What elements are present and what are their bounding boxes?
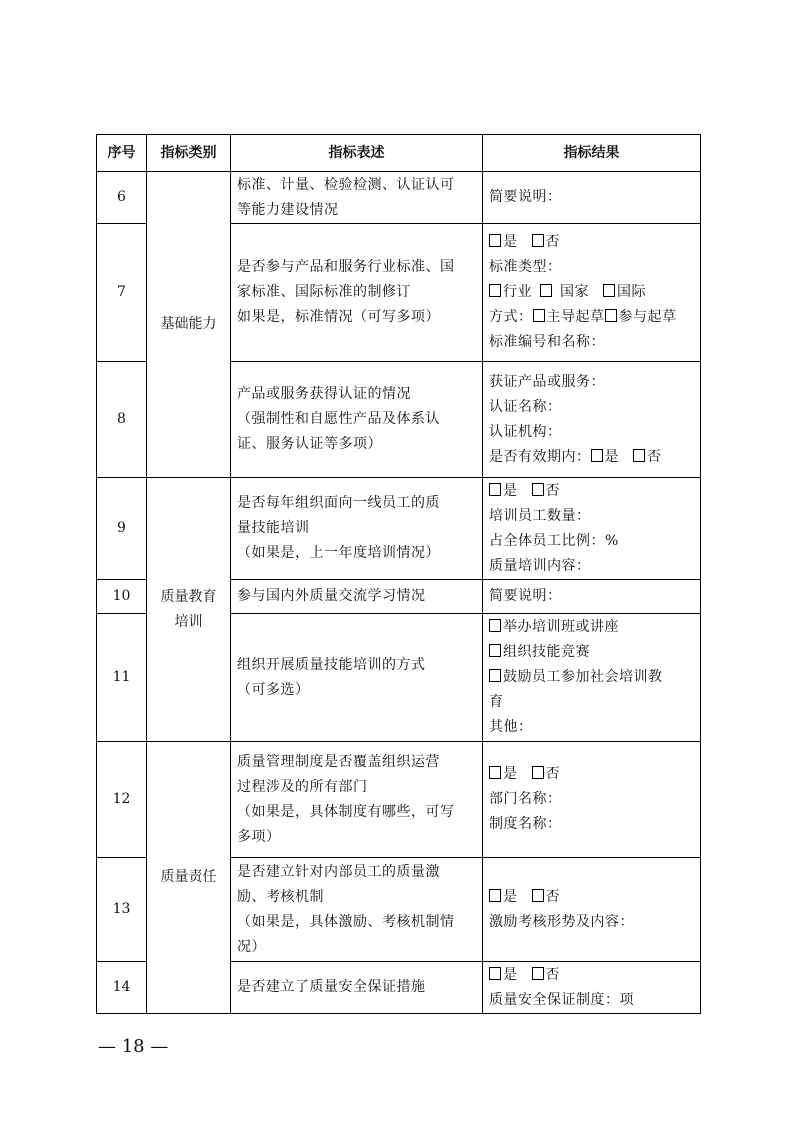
desc-line: 多项） bbox=[237, 828, 281, 845]
desc-line: （如果是，上一年度培训情况） bbox=[237, 545, 440, 561]
yes-label: 是 bbox=[503, 888, 518, 905]
mode-line bbox=[489, 305, 694, 330]
no-label: 否 bbox=[545, 888, 560, 905]
no-label: 否 bbox=[545, 766, 560, 782]
standard-options-line bbox=[489, 280, 694, 305]
row-number: 9 bbox=[97, 478, 147, 580]
result-line: 激励考核形势及内容： bbox=[489, 913, 634, 930]
desc-cell bbox=[231, 224, 483, 362]
desc-line: 是否建立针对内部员工的质量激 bbox=[237, 863, 440, 880]
checkbox-lead-draft[interactable] bbox=[533, 309, 545, 322]
result-line: 其他： bbox=[489, 719, 533, 735]
category-label: 培训 bbox=[174, 613, 203, 630]
checkbox-participate-draft[interactable] bbox=[605, 309, 617, 322]
checkbox-social-training[interactable] bbox=[489, 669, 501, 682]
result-cell bbox=[483, 858, 701, 962]
yes-no-line bbox=[489, 479, 694, 504]
option-line bbox=[489, 665, 694, 690]
checkbox-national[interactable] bbox=[540, 284, 552, 297]
result-line: 质量培训内容： bbox=[489, 557, 591, 574]
no-label: 否 bbox=[545, 966, 560, 983]
table-row bbox=[97, 742, 701, 858]
desc-line: 过程涉及的所有部门 bbox=[237, 778, 368, 795]
desc-line: 等能力建设情况 bbox=[237, 201, 339, 218]
desc-line: （强制性和自愿性产品及体系认 bbox=[237, 411, 440, 427]
category-label: 质量责任 bbox=[160, 869, 217, 885]
header-desc: 指标表述 bbox=[231, 135, 483, 172]
desc-cell bbox=[231, 858, 483, 962]
desc-line: 如果是，标准情况（可写多项） bbox=[237, 309, 440, 325]
yes-label: 是 bbox=[604, 448, 619, 465]
mode-label: 方式： bbox=[489, 309, 533, 325]
yes-no-line bbox=[489, 885, 694, 910]
checkbox-no[interactable] bbox=[532, 483, 544, 496]
option-line bbox=[489, 640, 694, 665]
result-line: 标准类型： bbox=[489, 259, 562, 275]
desc-cell bbox=[231, 614, 483, 742]
checkbox-no[interactable] bbox=[532, 766, 544, 779]
desc-line: 参与国内外质量交流学习情况 bbox=[237, 588, 426, 604]
desc-cell bbox=[231, 478, 483, 580]
valid-line bbox=[489, 445, 694, 470]
row-number: 10 bbox=[97, 580, 147, 614]
checkbox-training-class[interactable] bbox=[489, 619, 501, 632]
valid-label: 是否有效期内： bbox=[489, 448, 591, 465]
checkbox-yes[interactable] bbox=[489, 967, 501, 980]
category-label: 质量教育 bbox=[160, 588, 217, 605]
skill-contest-label: 组织技能竞赛 bbox=[503, 644, 590, 660]
international-label: 国际 bbox=[617, 284, 646, 300]
checkbox-yes[interactable] bbox=[489, 483, 501, 496]
result-cell bbox=[483, 224, 701, 362]
no-label: 否 bbox=[647, 448, 662, 465]
category-cell bbox=[147, 172, 231, 478]
desc-cell bbox=[231, 362, 483, 478]
result-cell bbox=[483, 614, 701, 742]
desc-line: 质量管理制度是否覆盖组织运营 bbox=[237, 753, 440, 770]
desc-cell bbox=[231, 742, 483, 858]
page-number: — 18 — bbox=[98, 1036, 169, 1057]
header-category: 指标类别 bbox=[147, 135, 231, 172]
result-cell bbox=[483, 362, 701, 478]
yes-label: 是 bbox=[503, 966, 518, 983]
result-cell bbox=[483, 742, 701, 858]
result-line: 获证产品或服务： bbox=[489, 373, 605, 390]
yes-no-line bbox=[489, 230, 694, 255]
checkbox-skill-contest[interactable] bbox=[489, 644, 501, 657]
result-line: 简要说明： bbox=[489, 189, 562, 205]
desc-line: 组织开展质量技能培训的方式 bbox=[237, 656, 426, 673]
checkbox-yes[interactable] bbox=[591, 449, 603, 462]
desc-line: 是否参与产品和服务行业标准、国 bbox=[237, 259, 455, 275]
result-cell bbox=[483, 580, 701, 614]
result-line: 质量安全保证制度：项 bbox=[489, 991, 634, 1008]
checkbox-yes[interactable] bbox=[489, 234, 501, 247]
result-cell bbox=[483, 172, 701, 224]
result-cell bbox=[483, 962, 701, 1014]
table-header-row bbox=[97, 135, 701, 172]
checkbox-no[interactable] bbox=[532, 234, 544, 247]
desc-line: 况） bbox=[237, 938, 266, 955]
industry-label: 行业 bbox=[503, 284, 532, 300]
header-no: 序号 bbox=[97, 135, 147, 172]
row-number: 12 bbox=[97, 742, 147, 858]
checkbox-yes[interactable] bbox=[489, 889, 501, 902]
desc-line: 证、服务认证等多项） bbox=[237, 436, 382, 452]
table-row bbox=[97, 172, 701, 224]
category-cell bbox=[147, 742, 231, 1014]
desc-line: 标准、计量、检验检测、认证认可 bbox=[237, 176, 455, 193]
checkbox-no[interactable] bbox=[532, 889, 544, 902]
table-row bbox=[97, 478, 701, 580]
checkbox-yes[interactable] bbox=[489, 766, 501, 779]
social-training-label: 鼓励员工参加社会培训教 bbox=[503, 669, 663, 685]
result-line: 育 bbox=[489, 694, 504, 710]
result-line: 部门名称： bbox=[489, 791, 562, 807]
row-number: 8 bbox=[97, 362, 147, 478]
desc-line: 是否每年组织面向一线员工的质 bbox=[237, 495, 440, 511]
row-number: 13 bbox=[97, 858, 147, 962]
yes-label: 是 bbox=[503, 766, 518, 782]
yes-label: 是 bbox=[503, 482, 518, 499]
result-line: 简要说明： bbox=[489, 588, 562, 604]
desc-line: 励、考核机制 bbox=[237, 888, 324, 905]
desc-cell bbox=[231, 172, 483, 224]
training-class-label: 举办培训班或讲座 bbox=[503, 619, 619, 635]
checkbox-industry[interactable] bbox=[489, 284, 501, 297]
participate-draft-label: 参与起草 bbox=[618, 309, 677, 325]
result-line: 认证名称： bbox=[489, 398, 562, 415]
national-label: 国家 bbox=[560, 284, 589, 300]
desc-cell bbox=[231, 962, 483, 1014]
checkbox-no[interactable] bbox=[633, 449, 645, 462]
no-label: 否 bbox=[545, 234, 560, 250]
checkbox-international[interactable] bbox=[603, 284, 615, 297]
yes-no-line bbox=[489, 963, 694, 988]
desc-cell bbox=[231, 580, 483, 614]
result-line: 制度名称： bbox=[489, 816, 562, 832]
row-number: 14 bbox=[97, 962, 147, 1014]
indicator-table bbox=[96, 134, 701, 1014]
result-cell bbox=[483, 478, 701, 580]
yes-no-line bbox=[489, 762, 694, 787]
header-result: 指标结果 bbox=[483, 135, 701, 172]
option-line bbox=[489, 615, 694, 640]
row-number: 6 bbox=[97, 172, 147, 224]
lead-draft-label: 主导起草 bbox=[546, 309, 605, 325]
row-number: 11 bbox=[97, 614, 147, 742]
desc-line: （可多选） bbox=[237, 681, 310, 698]
result-line: 标准编号和名称： bbox=[489, 334, 605, 350]
desc-line: 家标准、国际标准的制修订 bbox=[237, 284, 411, 300]
desc-line: （如果是，具体激励、考核机制情 bbox=[237, 913, 455, 930]
result-line: 认证机构： bbox=[489, 423, 562, 440]
result-line: 培训员工数量： bbox=[489, 507, 591, 524]
desc-line: 是否建立了质量安全保证措施 bbox=[237, 979, 426, 995]
row-number: 7 bbox=[97, 224, 147, 362]
result-line: 占全体员工比例：% bbox=[489, 532, 619, 549]
desc-line: （如果是，具体制度有哪些，可写 bbox=[237, 803, 455, 820]
yes-label: 是 bbox=[503, 234, 518, 250]
checkbox-no[interactable] bbox=[532, 967, 544, 980]
desc-line: 量技能培训 bbox=[237, 520, 310, 536]
no-label: 否 bbox=[545, 482, 560, 499]
category-label: 基础能力 bbox=[160, 316, 217, 332]
category-cell bbox=[147, 478, 231, 742]
desc-line: 产品或服务获得认证的情况 bbox=[237, 386, 411, 402]
